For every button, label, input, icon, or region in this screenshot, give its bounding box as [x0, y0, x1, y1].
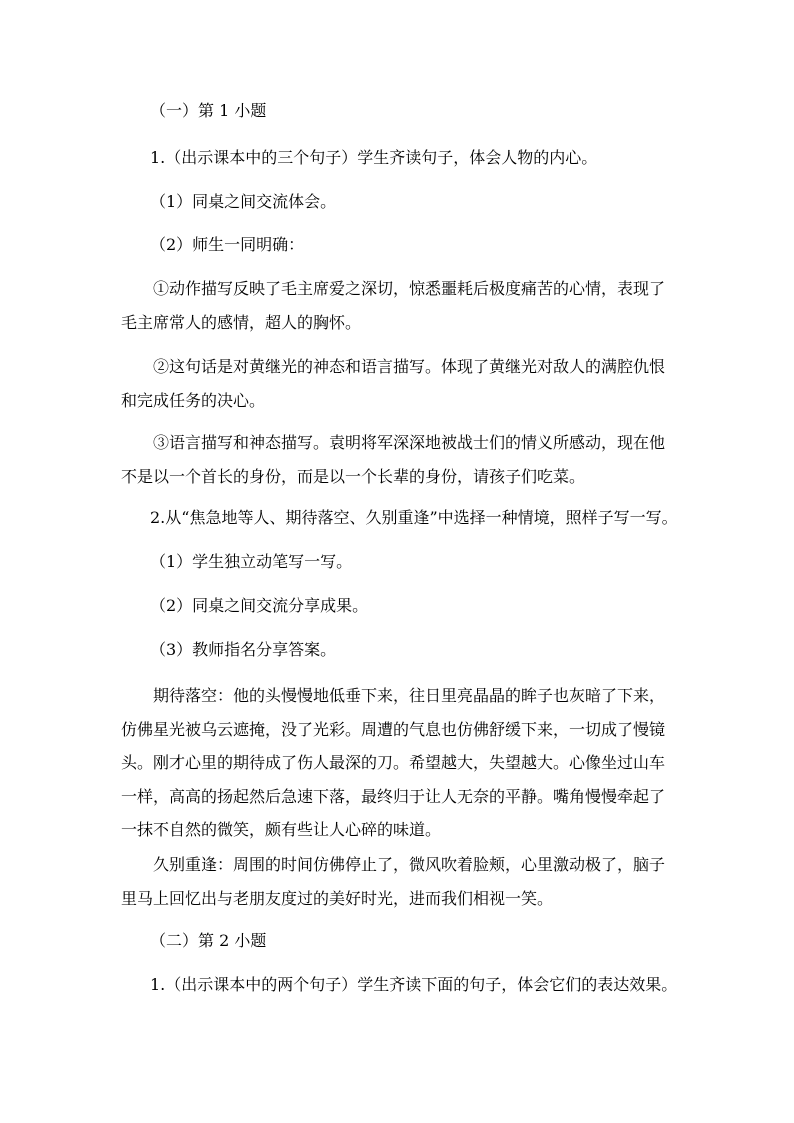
section-heading-1: （一）第 1 小题: [150, 101, 267, 120]
sub-item-2-3: （3）教师指名分享答案。: [150, 640, 337, 659]
answer-paragraph-1: ①动作描写反映了毛主席爱之深切，惊悉噩耗后极度痛苦的心情，表现了毛主席常人的感情，超人的胸怀。: [121, 279, 666, 332]
sub-item-2-2: （2）同桌之间交流分享成果。: [150, 596, 369, 615]
section-heading-2: （二）第 2 小题: [150, 931, 267, 950]
item-2-instruction: 2.从“焦急地等人、期待落空、久别重逢”中选择一种情境，照样子写一写。: [150, 508, 678, 527]
example-paragraph-disappointment: 期待落空：他的头慢慢地低垂下来，往日里亮晶晶的眸子也灰暗了下来，仿佛星光被乌云遮掩，没了光彩。周遭的气息也仿佛舒缓下来，一切成了慢镜头。刚才心里的期待成了伤人最深的刀。希望越大，失望越大。心像坐过山车一样，高高的扬起然后急速下落，最终归于让人无奈的平静。嘴角慢慢牵起了一抹不自然的微笑，颇有些让人心碎的味道。: [121, 686, 666, 839]
example-paragraph-reunion: 久别重逢：周围的时间仿佛停止了，微风吹着脸颊，心里激动极了，脑子里马上回忆出与老朋友度过的美好时光，进而我们相视一笑。: [121, 855, 666, 908]
answer-paragraph-2: ②这句话是对黄继光的神态和语言描写。体现了黄继光对敌人的满腔仇恨和完成任务的决心。: [121, 357, 666, 410]
item-1-instruction-2: 1.（出示课本中的两个句子）学生齐读下面的句子，体会它们的表达效果。: [150, 975, 678, 994]
sub-item-2-1: （1）学生独立动笔写一写。: [150, 552, 353, 571]
sub-item-2: （2）师生一同明确：: [150, 235, 305, 254]
item-1-instruction: 1.（出示课本中的三个句子）学生齐读句子，体会人物的内心。: [150, 148, 598, 167]
answer-paragraph-3: ③语言描写和神态描写。袁明将军深深地被战士们的情义所感动，现在他不是以一个首长的身份，而是以一个长辈的身份，请孩子们吃菜。: [121, 433, 666, 486]
sub-item-1: （1）同桌之间交流体会。: [150, 192, 337, 211]
